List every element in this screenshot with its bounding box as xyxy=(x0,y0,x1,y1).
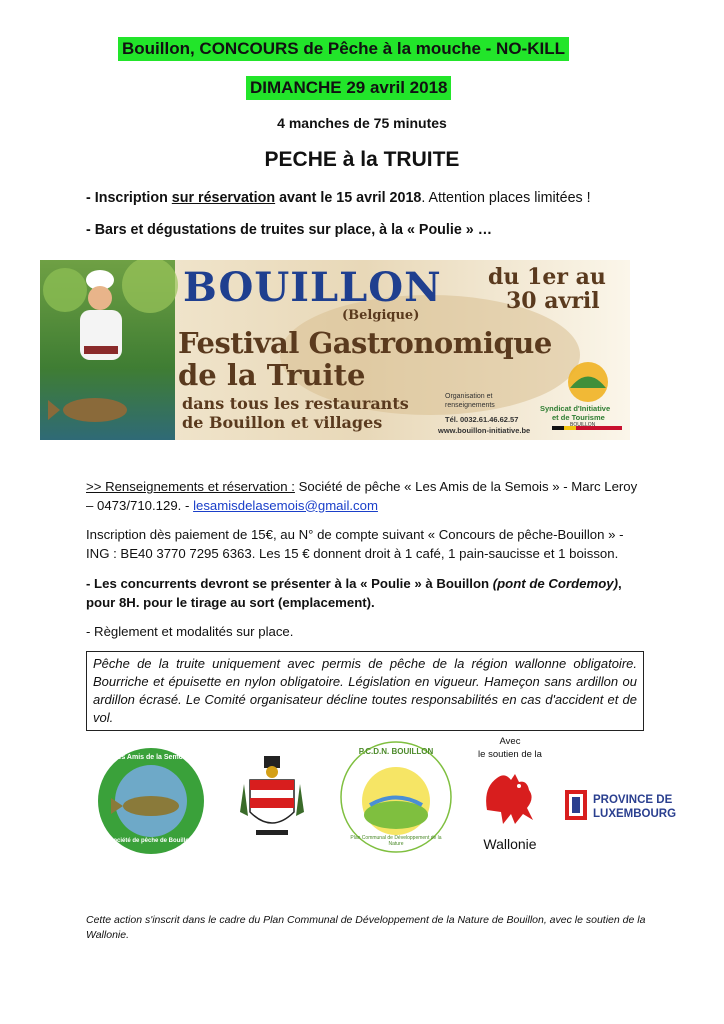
amis-top-text: Les Amis de la Semois xyxy=(113,754,189,761)
wallonie-rooster-icon xyxy=(475,768,545,828)
notice-box: Pêche de la truite uniquement avec permis de pêche de la région wallonne obligatoire. Bourriche et épuisette en nylon obligatoire. Législation en vigueur. Hameçon sans ardillon ou ardillon écrasé. Le Comité organisateur décline toutes responsabilités en cas d'accident et de vol. xyxy=(86,651,644,731)
wallonie-logo xyxy=(470,736,550,856)
rounds-text: 4 manches de 75 minutes xyxy=(277,115,447,131)
banner-restaurants-1: dans tous les restaurants xyxy=(182,394,409,413)
competitors-italic: (pont de Cordemoy) xyxy=(492,576,619,591)
wallonie-soutien: le soutien de la xyxy=(478,749,542,760)
banner-tel: Tél. 0032.61.46.62.57 xyxy=(445,415,519,424)
bars-bullet: - Bars et dégustations de truites sur place, à la « Poulie » … xyxy=(86,222,492,238)
syndicat-city: BOUILLON xyxy=(570,422,596,428)
banner-dates-2: 30 avril xyxy=(506,288,600,314)
inscription-bold: avant le 15 avril 2018 xyxy=(275,190,422,206)
syndicat-line-2: et de Tourisme xyxy=(552,413,605,422)
renseignements-text: Société de pêche « Les Amis de la Semois » - Marc Leroy – 0473/710.129. - xyxy=(86,479,638,513)
banner-festival-2: de la Truite xyxy=(178,358,366,392)
renseignements-paragraph xyxy=(86,478,646,515)
rules-paragraph: - Règlement et modalités sur place. xyxy=(86,624,294,639)
event-title: Bouillon, CONCOURS de Pêche à la mouche - NO-KILL xyxy=(118,37,569,61)
contact-email-link[interactable]: lesamisdelasemois@gmail.com xyxy=(193,497,378,513)
province-line-2: LUXEMBOURG xyxy=(593,808,677,820)
inscription-prefix: - Inscription xyxy=(86,190,172,206)
inscription-bullet xyxy=(86,190,591,206)
pcdn-logo xyxy=(340,735,452,859)
syndicat-line-1: Syndicat d'Initiative xyxy=(540,404,611,413)
festival-banner xyxy=(40,260,630,440)
payment-paragraph: Inscription dès paiement de 15€, au N° de compte suivant « Concours de pêche-Bouillon » - ING : BE40 3770 7295 6363. Les 15 € donnent droit à 1 café, 1 pain-saucisse et 1 boisson. xyxy=(86,527,624,561)
inscription-normal: . Attention places limitées ! xyxy=(421,190,591,206)
banner-dates-1: du 1er au xyxy=(488,264,606,290)
competitors-text-b: , pour 8H. pour le tirage au sort (emplacement). xyxy=(86,576,622,610)
wallonie-avec: Avec xyxy=(499,736,521,747)
event-date: DIMANCHE 29 avril 2018 xyxy=(246,76,451,100)
renseignements-label: >> Renseignements et réservation : xyxy=(86,479,295,494)
competitors-text-a: - Les concurrents devront se présenter à la « Poulie » à Bouillon xyxy=(86,576,493,591)
province-emblem-icon xyxy=(563,788,589,826)
amis-semois-logo xyxy=(96,746,206,856)
banner-web: www.bouillon-initiative.be xyxy=(438,426,531,435)
pcdn-bottom-text: Plan Communal de Développement de la Nature xyxy=(350,835,442,847)
province-line-1: PROVINCE DE xyxy=(593,794,673,806)
trout-icon xyxy=(63,398,127,422)
bouillon-coat-of-arms xyxy=(236,752,308,840)
inscription-underlined: sur réservation xyxy=(171,190,276,206)
banner-city: BOUILLON xyxy=(183,264,442,311)
coat-of-arms-icon xyxy=(236,752,308,840)
wallonie-name: Wallonie xyxy=(483,836,537,852)
banner-country: (Belgique) xyxy=(342,308,420,323)
page-subtitle: PECHE à la TRUITE xyxy=(264,148,460,171)
chef-face-icon xyxy=(88,286,112,310)
amis-bottom-text: Société de pêche de Bouillon xyxy=(109,838,193,844)
banner-restaurants-2: de Bouillon et villages xyxy=(182,413,383,432)
competitors-paragraph xyxy=(86,575,646,612)
province-luxembourg-logo xyxy=(563,788,675,828)
pcdn-top-text: P.C.D.N. BOUILLON xyxy=(358,747,434,756)
footer-note: Cette action s'inscrit dans le cadre du Plan Communal de Développement de la Nature de Bouillon, avec le soutien de la Wallonie. xyxy=(86,914,646,941)
banner-festival-1: Festival Gastronomique xyxy=(178,326,552,360)
banner-org-label: Organisation et renseignements xyxy=(445,393,495,409)
